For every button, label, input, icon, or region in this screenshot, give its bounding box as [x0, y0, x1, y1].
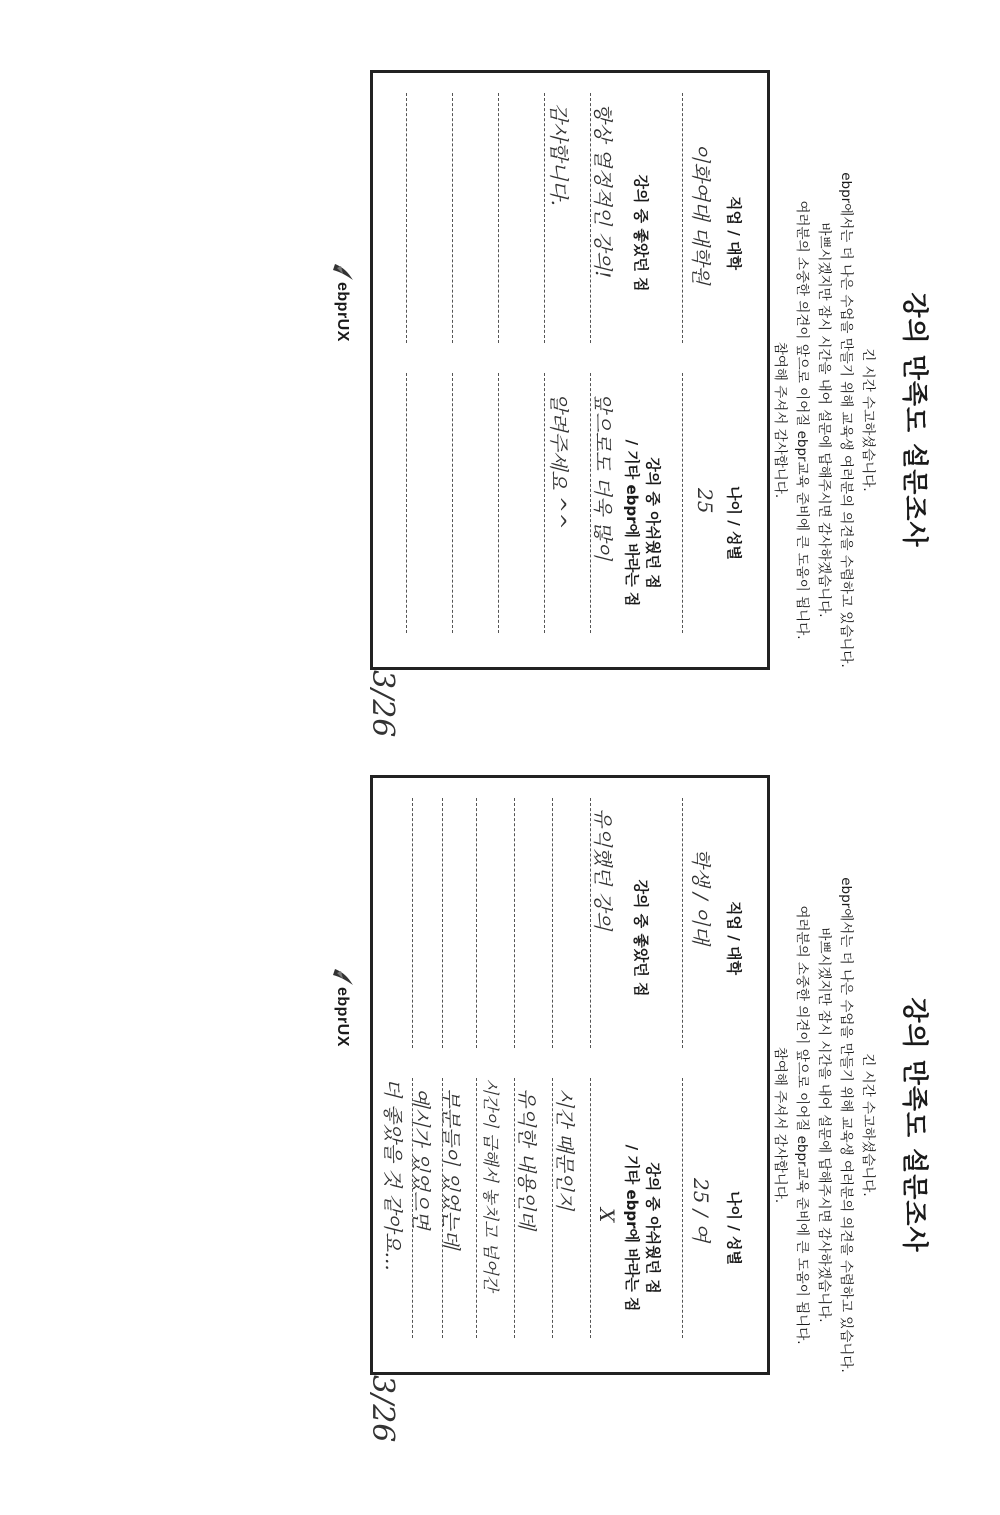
intro-line: 긴 시간 수고하셨습니다.	[860, 1053, 876, 1197]
bad-answer-line: 시간 때문인지	[553, 1088, 577, 1211]
answer-line	[406, 373, 407, 633]
answer-line	[498, 93, 499, 343]
answer-line	[452, 373, 453, 633]
good-answer-line: 유익했던 강의	[591, 808, 615, 931]
answer-line	[552, 1078, 553, 1338]
answer-line	[498, 373, 499, 633]
wishes-label: / 기타 ebpr에 바라는 점	[623, 1144, 641, 1312]
good-points-label: 강의 중 좋았던 점	[632, 879, 650, 997]
intro-line: 여러분의 소중한 의견이 앞으로 이어질 ebpr교육 준비에 큰 도움이 됩니다.	[794, 200, 810, 640]
good-answer-line: 항상 열정적인 강의!	[591, 103, 615, 279]
logo-text: ebprUX	[334, 987, 351, 1047]
survey-title: 강의 만족도 설문조사	[899, 997, 929, 1253]
answer-line	[682, 1078, 683, 1338]
answer-line	[682, 798, 683, 1048]
intro-line: ebpr에서는 더 나은 수업을 만들기 위해 교육생 여러분의 의견을 수렴하고 있습니다.	[838, 172, 854, 668]
logo-text: ebprUX	[334, 282, 351, 342]
answer-line	[552, 798, 553, 1048]
intro-line: 긴 시간 수고하셨습니다.	[860, 348, 876, 492]
answer-line	[590, 1078, 591, 1338]
intro-line: 참여해 주셔서 감사합니다.	[772, 1046, 788, 1204]
survey-intro	[769, 30, 879, 810]
ebprux-logo	[329, 262, 355, 362]
answer-line	[476, 1078, 477, 1338]
wishes-label: / 기타 ebpr에 바라는 점	[623, 439, 641, 607]
bad-points-label: 강의 중 아쉬웠던 점	[644, 457, 662, 589]
good-answer-line: 감사합니다.	[547, 103, 571, 206]
intro-line: 참여해 주셔서 감사합니다.	[772, 341, 788, 499]
bad-answer-line: 예시가 있었으면	[409, 1088, 433, 1230]
job-answer: 이화여대 대학원	[689, 143, 713, 285]
intro-line: 여러분의 소중한 의견이 앞으로 이어질 ebpr교육 준비에 큰 도움이 됩니다.	[794, 905, 810, 1345]
survey-form-2	[334, 735, 935, 1515]
bad-answer-line: 시간이 급해서 놓치고 넘어간	[480, 1078, 500, 1292]
answer-line	[442, 1078, 443, 1338]
answer-line	[590, 373, 591, 633]
job-label: 직업 / 대학	[725, 196, 743, 270]
age-gender-label: 나이 / 성별	[725, 486, 743, 560]
answer-line	[412, 1078, 413, 1338]
answer-line	[514, 1078, 515, 1338]
survey-form-1	[334, 30, 935, 810]
answer-line	[590, 93, 591, 343]
response-box	[370, 70, 770, 670]
answer-line	[590, 798, 591, 1048]
intro-line: ebpr에서는 더 나은 수업을 만들기 위해 교육생 여러분의 의견을 수렴하고 있습니다.	[838, 877, 854, 1373]
bad-answer-line: X	[595, 1208, 619, 1223]
answer-line	[682, 93, 683, 343]
age-gender-label: 나이 / 성별	[725, 1191, 743, 1265]
bad-answer-line: 알려주세요 ^^	[547, 393, 571, 530]
ebprux-logo	[329, 967, 355, 1067]
bird-icon	[331, 262, 355, 282]
bad-answer-line: 유익한 내용인데	[515, 1088, 539, 1230]
survey-intro	[769, 735, 879, 1515]
answer-line	[544, 373, 545, 633]
answer-line	[452, 93, 453, 343]
answer-line	[476, 798, 477, 1048]
good-points-label: 강의 중 좋았던 점	[632, 174, 650, 292]
page-number: 3/26	[365, 670, 400, 738]
answer-line	[544, 93, 545, 343]
bad-answer-line: 부분들이 있었는데	[439, 1088, 463, 1249]
page-number: 3/26	[365, 1375, 400, 1443]
answer-line	[682, 373, 683, 633]
bad-answer-line: 앞으로도 더욱 많이	[591, 393, 615, 561]
job-answer: 학생 / 이대	[689, 848, 713, 945]
bad-points-label: 강의 중 아쉬웠던 점	[644, 1162, 662, 1294]
bird-icon	[331, 967, 355, 987]
answer-line	[412, 798, 413, 1048]
bad-answer-line: 더 좋았을 것 같아요...	[381, 1078, 405, 1271]
answer-line	[406, 93, 407, 343]
intro-line: 바쁘시겠지만 잠시 시간을 내어 설문에 답해주시면 감사하겠습니다.	[816, 222, 832, 618]
answer-line	[514, 798, 515, 1048]
answer-line	[442, 798, 443, 1048]
survey-title: 강의 만족도 설문조사	[899, 292, 929, 548]
response-box	[370, 775, 770, 1375]
job-label: 직업 / 대학	[725, 901, 743, 975]
age-answer: 25	[693, 488, 717, 514]
age-answer: 25 / 여	[689, 1178, 713, 1243]
intro-line: 바쁘시겠지만 잠시 시간을 내어 설문에 답해주시면 감사하겠습니다.	[816, 927, 832, 1323]
